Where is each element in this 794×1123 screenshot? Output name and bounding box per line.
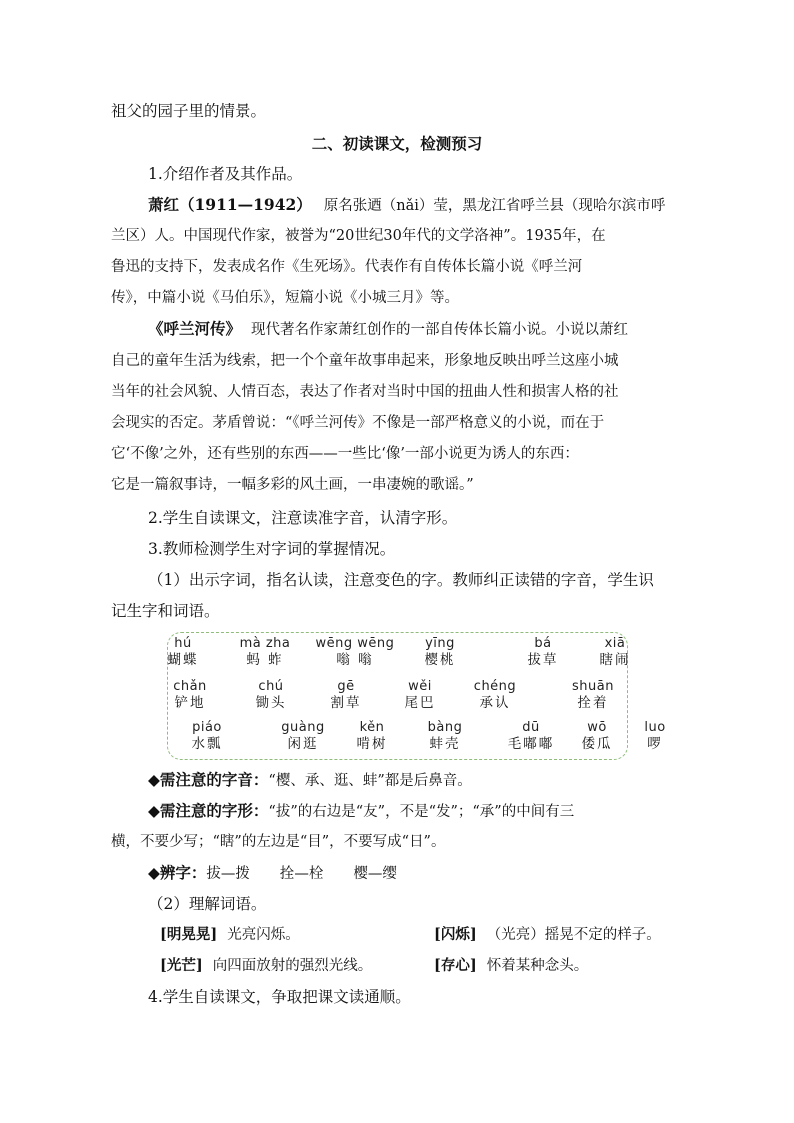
- item-2: 2.学生自读课文，注意读准字音，认清字形。: [148, 509, 458, 527]
- definition-item: [明晃晃] 光亮闪烁。: [160, 926, 300, 943]
- note-form-label: ◆需注意的字形：: [148, 801, 269, 820]
- author-bio-3: 鲁迅的支持下，发表成名作《生死场》。代表作有自传体长篇小说《呼兰河: [111, 259, 583, 275]
- step-1-line-2: 记生字和词语。: [111, 602, 220, 620]
- vocab-item: shuān 拴着: [572, 679, 614, 711]
- vocab-item: xiā 瞎闹: [599, 636, 631, 668]
- vocab-item: kěn 啃树: [356, 720, 388, 752]
- item-1: 1.介绍作者及其作品。: [148, 165, 303, 183]
- work-desc-1: 现代著名作家萧红创作的一部自传体长篇小说。小说以萧红: [251, 322, 629, 338]
- work-desc-4: 会现实的否定。茅盾曾说：“《呼兰河传》不像是一部严格意义的小说，而在于: [111, 415, 605, 431]
- work-desc-3: 当年的社会风貌、人情百态，表达了作者对当时中国的扭曲人性和损害人格的社: [111, 384, 619, 400]
- note-sound-label: ◆需注意的字音：: [148, 770, 269, 789]
- author-bio-1: 原名张迺（nǎi）莹，黑龙江省呼兰县（现哈尔滨市呼: [323, 198, 666, 214]
- vocab-item: gē 割草: [330, 679, 362, 711]
- note-sound-text: “樱、承、逛、蚌”都是后鼻音。: [268, 773, 472, 789]
- vocab-item: hú 蝴蝶: [167, 636, 199, 668]
- note-form-text-2: 横，不要少写；“瞎”的左边是“目”，不要写成“日”。: [111, 834, 446, 850]
- author-name: 萧红（1911—1942）: [148, 195, 312, 214]
- vocab-item: yīng 樱桃: [424, 636, 456, 668]
- note-sound: [148, 769, 472, 792]
- vocab-item: mà zha 蚂 蚱: [239, 636, 291, 668]
- work-title: 《呼兰河传》: [148, 319, 242, 338]
- note-distinguish-label: ◆辨字：: [148, 863, 207, 882]
- vocab-item: wēng wēng 嗡 嗡: [315, 636, 395, 668]
- definition-item: [闪烁] （光亮）摇晃不定的样子。: [434, 926, 661, 943]
- step-2: （2）理解词语。: [148, 895, 267, 913]
- step-1-line-1: （1）出示字词，指名认读，注意变色的字。教师纠正读错的字音，学生识: [148, 571, 654, 589]
- work-line-1: [148, 318, 628, 341]
- vocab-item: chéng 承认: [473, 679, 517, 711]
- item-4: 4.学生自读课文，争取把课文读通顺。: [148, 988, 411, 1006]
- distinguish-pair: 拴—栓: [279, 866, 324, 882]
- vocab-item: wěi 尾巴: [404, 679, 436, 711]
- intro-tail: 祖父的园子里的情景。: [111, 102, 267, 120]
- definition-item: [光芒] 向四面放射的强烈光线。: [160, 957, 373, 974]
- work-desc-5: 它‘不像’之外，还有些别的东西——一些比‘像’一部小说更为诱人的东西：: [111, 446, 579, 462]
- vocab-item: piáo 水瓢: [191, 720, 223, 752]
- author-bio-2: 兰区）人。中国现代作家，被誉为“20世纪30年代的文学洛神”。1935年，在: [111, 228, 606, 244]
- section-heading: 二、初读课文，检测预习: [311, 134, 483, 153]
- vocab-item: chú 锄头: [255, 679, 287, 711]
- distinguish-pair: 拔—拨: [206, 866, 250, 882]
- work-desc-6: 它是一篇叙事诗，一幅多彩的风土画，一串凄婉的歌谣。”: [111, 477, 474, 493]
- vocab-item: luo 啰: [644, 720, 666, 752]
- work-desc-2: 自己的童年生活为线索，把一个个童年故事串起来，形象地反映出呼兰这座小城: [111, 353, 619, 369]
- vocab-item: chǎn 铲地: [173, 679, 207, 711]
- note-form-text-1: “拔”的右边是“友”，不是“发”；“承”的中间有三: [268, 804, 575, 820]
- author-line-1: [148, 194, 665, 217]
- vocab-item: dū 毛嘟嘟: [507, 720, 555, 752]
- author-bio-4: 传》，中篇小说《马伯乐》，短篇小说《小城三月》等。: [111, 290, 459, 306]
- note-form: [148, 800, 574, 823]
- vocab-item: bá 拔草: [527, 636, 559, 668]
- item-3: 3.教师检测学生对字词的掌握情况。: [148, 540, 396, 558]
- vocab-item: guàng 闲逛: [281, 720, 325, 752]
- definition-item: [存心] 怀着某种念头。: [434, 957, 589, 974]
- vocab-item: bàng 蚌壳: [427, 720, 463, 752]
- vocab-item: wō 倭瓜: [581, 720, 613, 752]
- note-distinguish: [148, 862, 397, 885]
- distinguish-pair: 樱—缨: [353, 866, 397, 882]
